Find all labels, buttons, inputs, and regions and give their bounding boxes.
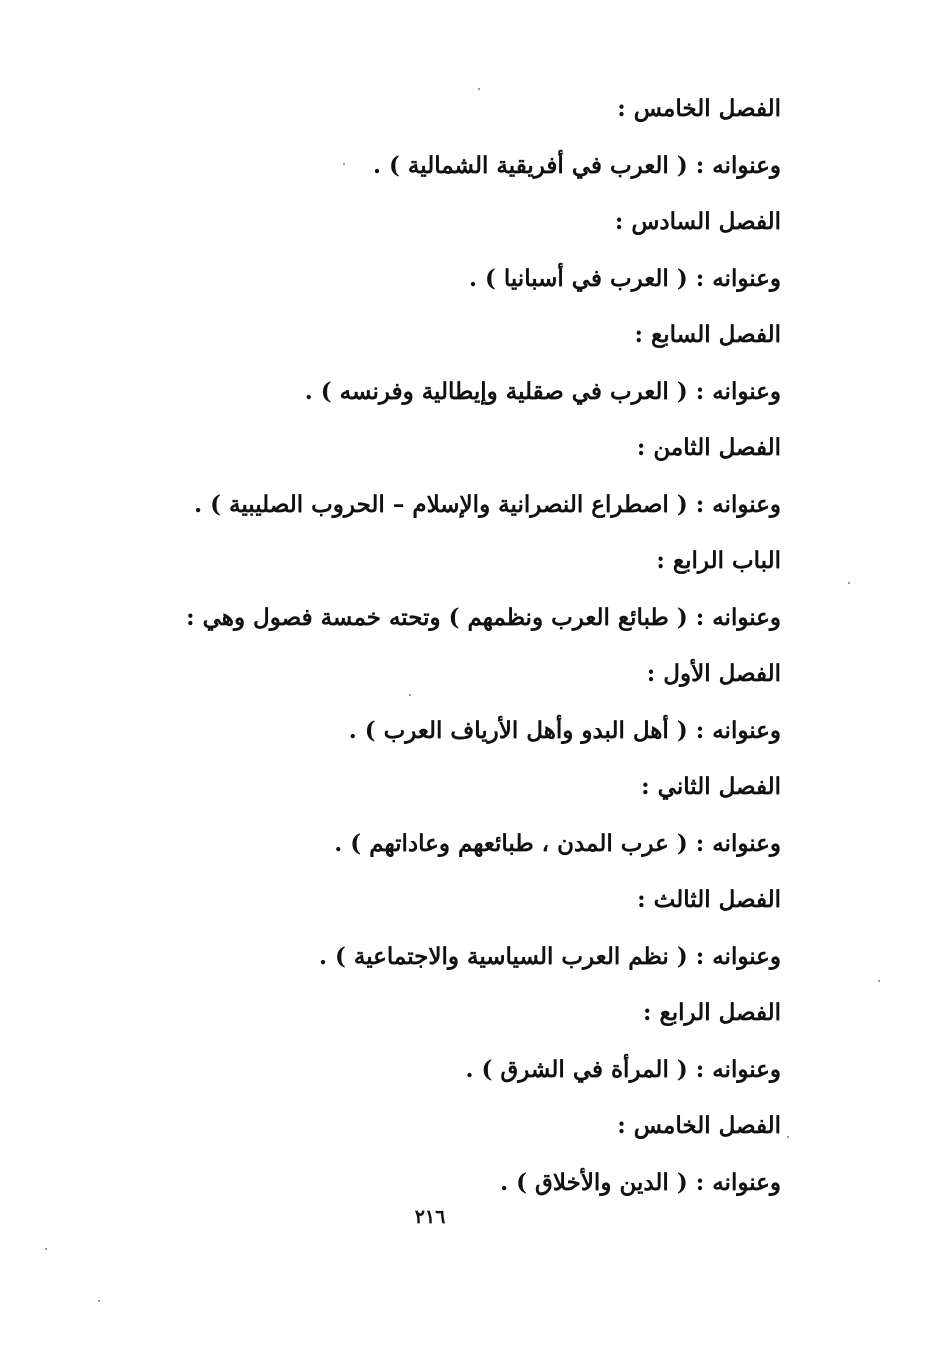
chapter-title: وعنوانه : ( نظم العرب السياسية والاجتماعية ) . [319, 942, 781, 970]
chapter-heading: الفصل الثامن : [636, 434, 781, 461]
chapter-heading: الفصل السابع : [634, 321, 781, 348]
chapter-title: وعنوانه : ( عرب المدن ، طبائعهم وعاداتهم ) . [334, 829, 781, 857]
chapter-title: وعنوانه : ( العرب في صقلية وإيطالية وفرنسه ) . [304, 377, 781, 405]
chapter-title: وعنوانه : ( العرب في أسبانيا ) . [468, 264, 781, 292]
chapter-title: وعنوانه : ( المرأة في الشرق ) . [465, 1055, 781, 1083]
scan-speck [98, 1300, 100, 1302]
chapter-heading: الفصل الرابع : [642, 999, 781, 1026]
chapter-heading: الفصل الأول : [646, 660, 781, 687]
part-title: وعنوانه : ( طبائع العرب ونظمهم ) وتحته خمسة فصول وهي : [186, 603, 781, 631]
chapter-title: وعنوانه : ( اصطراع النصرانية والإسلام – الحروب الصليبية ) . [194, 490, 781, 518]
page-number: ٢١٦ [414, 1206, 446, 1228]
table-of-contents-text [121, 86, 781, 1216]
scan-speck [878, 980, 880, 982]
chapter-title: وعنوانه : ( العرب في أفريقية الشمالية ) . [373, 151, 781, 179]
scan-speck [848, 582, 850, 584]
chapter-title: وعنوانه : ( أهل البدو وأهل الأرياف العرب ) . [348, 716, 781, 744]
chapter-heading: الفصل الخامس : [617, 95, 781, 122]
part-heading: الباب الرابع : [656, 547, 781, 574]
chapter-heading: الفصل الثاني : [641, 773, 781, 800]
scan-speck [343, 163, 345, 165]
scan-speck [409, 694, 411, 696]
chapter-heading: الفصل الخامس : [617, 1112, 781, 1139]
chapter-heading: الفصل الثالث : [637, 886, 781, 913]
chapter-title: وعنوانه : ( الدين والأخلاق ) . [500, 1168, 781, 1196]
scan-speck [45, 1248, 47, 1250]
scan-speck [787, 1136, 789, 1138]
scan-speck [478, 88, 480, 90]
chapter-heading: الفصل السادس : [614, 208, 781, 235]
